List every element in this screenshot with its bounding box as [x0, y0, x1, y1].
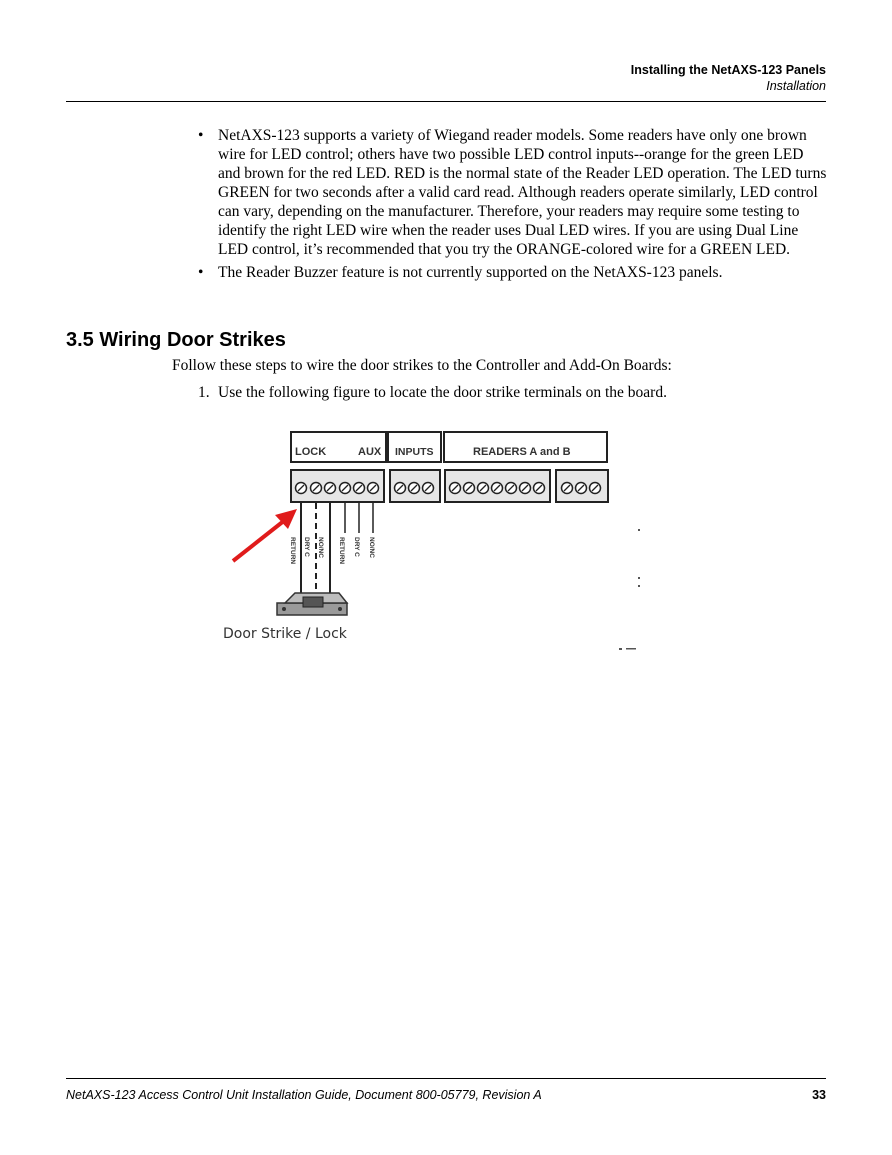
- aux-label-return: RETURN: [338, 537, 345, 565]
- red-arrow-icon: [233, 509, 297, 561]
- door-strike-figure: [215, 425, 645, 655]
- section-intro: Follow these steps to wire the door strikes to the Controller and Add-On Boards:: [172, 357, 672, 374]
- bullet-dot: •: [198, 264, 204, 281]
- step-number: 1.: [198, 384, 210, 401]
- inputs-label: INPUTS: [395, 446, 434, 458]
- section-heading: 3.5 Wiring Door Strikes: [66, 329, 286, 351]
- artifact-dash: [626, 648, 636, 650]
- readers-label: READERS A and B: [473, 446, 571, 458]
- running-header-section: Installation: [766, 79, 826, 93]
- artifact-dot: [619, 648, 622, 650]
- figure-caption: Door Strike / Lock: [223, 626, 347, 642]
- step-text: Use the following figure to locate the door strike terminals on the board.: [218, 384, 667, 401]
- lock-label: LOCK: [295, 446, 327, 458]
- bullet-item-led: [198, 126, 828, 259]
- bullet-list: [198, 126, 828, 286]
- wire-label-return: RETURN: [289, 537, 296, 565]
- wire-label-no-nc: NO/NC: [317, 537, 324, 558]
- footer-rule: [66, 1078, 826, 1079]
- artifact-dot: [638, 577, 640, 579]
- bullet-dot: •: [198, 127, 204, 144]
- running-header-chapter: Installing the NetAXS-123 Panels: [630, 63, 826, 77]
- step-1: [198, 384, 667, 402]
- page-number: 33: [812, 1088, 826, 1102]
- aux-label: AUX: [358, 446, 382, 458]
- bullet-text: NetAXS-123 supports a variety of Wiegand reader models. Some readers have only one brown wire for LED control; others have two possible LED control inputs--orange for the green LED and brown for the red LED. RED is the normal state of the Reader LED operation. The LED turns GREEN for two seconds after a valid card read. Although readers operate similarly, LED control can vary, depending on the manufacturer. Therefore, your readers may require some testing to identify the right LED wire when the reader uses Dual LED wires. If you are using Dual Line LED control, it’s recommended that you try the ORANGE-colored wire for a GREEN LED.: [218, 127, 827, 258]
- wire-label-dry-c: DRY C: [303, 537, 310, 557]
- terminal-wiring-diagram: [215, 425, 645, 655]
- artifact-dot: [638, 529, 640, 531]
- aux-label-no-nc: NO/NC: [368, 537, 375, 558]
- aux-label-dry-c: DRY C: [353, 537, 360, 557]
- bullet-item-buzzer: [198, 263, 828, 282]
- door-strike-icon: [277, 593, 347, 615]
- header-rule: [66, 101, 826, 102]
- footer-document-title: NetAXS-123 Access Control Unit Installation Guide, Document 800-05779, Revision A: [66, 1088, 542, 1102]
- bullet-text: The Reader Buzzer feature is not currently supported on the NetAXS-123 panels.: [218, 264, 723, 281]
- artifact-dot: [638, 585, 640, 587]
